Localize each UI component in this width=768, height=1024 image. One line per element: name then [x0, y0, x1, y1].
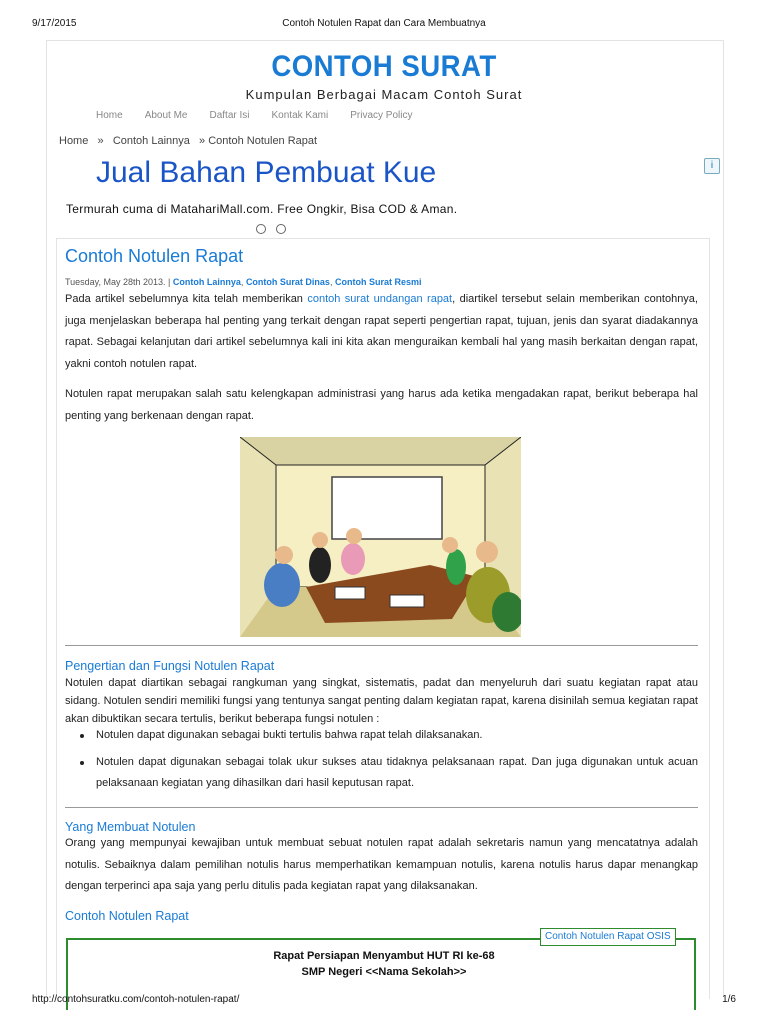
site-title[interactable]: CONTOH SURAT — [271, 50, 497, 83]
info-icon[interactable]: i — [704, 158, 720, 174]
breadcrumb — [59, 135, 317, 147]
paragraph-text: Pada artikel sebelumnya kita telah memberikan — [65, 293, 308, 305]
ad-pager — [256, 224, 286, 234]
section-divider — [65, 645, 698, 646]
section-divider — [65, 807, 698, 808]
post-title[interactable]: Contoh Notulen Rapat — [65, 246, 244, 266]
ad-title[interactable]: Jual Bahan Pembuat Kue — [96, 156, 437, 189]
print-title: Contoh Notulen Rapat dan Cara Membuatnya — [282, 18, 486, 29]
print-date: 9/17/2015 — [32, 18, 77, 29]
nav-about[interactable]: About Me — [144, 110, 188, 121]
example-subtitle: SMP Negeri <<Nama Sekolah>> — [301, 966, 467, 978]
breadcrumb-separator: » — [199, 135, 206, 147]
breadcrumb-home[interactable]: Home — [59, 135, 89, 147]
section-heading: Yang Membuat Notulen — [65, 820, 196, 834]
section-text: Orang yang mempunyai kewajiban untuk membuat sebuat notulen rapat adalah sekretaris namun yang mencatatnya adalah notulis. Sebaiknya dalam pemilihan notulis harus memperhatikan kemampuan notulis, karena notulis harus dapar menangkap dengan terperinci apa saja yang perlu ditulis pada kegiatan rapat yang dilaksanakan. — [65, 837, 698, 892]
nav-daftar-isi[interactable]: Daftar Isi — [209, 110, 250, 121]
nav-privacy[interactable]: Privacy Policy — [350, 110, 413, 121]
undangan-link[interactable]: contoh surat undangan rapat — [307, 293, 453, 305]
print-header — [0, 0, 768, 40]
nav-home[interactable]: Home — [96, 110, 123, 121]
category-link[interactable]: Contoh Surat Dinas — [245, 277, 330, 287]
category-link[interactable]: Contoh Surat Resmi — [334, 277, 422, 287]
nav-kontak[interactable]: Kontak Kami — [271, 110, 329, 121]
post-meta: Tuesday, May 28th 2013. | Contoh Lainnya, Contoh Surat Dinas, Contoh Surat Resmi — [65, 277, 422, 287]
top-nav — [96, 110, 412, 121]
site-description: Kumpulan Berbagai Macam Contoh Surat — [245, 87, 523, 102]
post-paragraph: Notulen rapat merupakan salah satu kelengkapan administrasi yang harus ada ketika mengadakan rapat, berikut beberapa hal penting yang berkenaan dengan rapat. — [65, 388, 698, 422]
section-heading: Pengertian dan Fungsi Notulen Rapat — [65, 659, 275, 673]
meeting-illustration — [240, 437, 521, 637]
function-list — [78, 725, 698, 800]
post-date: Tuesday, May 28th 2013. | — [65, 277, 171, 287]
post-paragraph — [65, 289, 698, 375]
breadcrumb-current: Contoh Notulen Rapat — [208, 135, 318, 147]
section-heading: Contoh Notulen Rapat — [65, 909, 189, 923]
breadcrumb-category[interactable]: Contoh Lainnya — [112, 135, 190, 147]
example-box-label: Contoh Notulen Rapat OSIS — [540, 928, 676, 946]
example-title: Rapat Persiapan Menyambut HUT RI ke-68 — [273, 950, 495, 962]
ad-text[interactable]: Termurah cuma di MatahariMall.com. Free Ongkir, Bisa COD & Aman. — [66, 202, 458, 216]
breadcrumb-separator: » — [97, 135, 104, 147]
list-item: Notulen dapat digunakan sebagai bukti tertulis bahwa rapat telah dilaksanakan. — [78, 725, 698, 746]
print-page-number: 1/6 — [722, 994, 736, 1005]
ad-dot[interactable] — [276, 224, 286, 234]
ad-dot[interactable] — [256, 224, 266, 234]
list-item: Notulen dapat digunakan sebagai tolak ukur sukses atau tidaknya pelaksanaan rapat. Dan juga digunakan untuk acuan pelaksanaan kegiatan yang dihasilkan dari hasil keputusan rapat. — [78, 752, 698, 794]
paragraph-text: , diartikel tersebut selain memberikan contohnya, juga menjelaskan beberapa hal penting yang terkait dengan rapat seperti pengertian rapat, tujuan, jenis dan syarat diadakannya rapat. Sebagai kelanjutan dari artikel sebelumnya kali ini kita akan menguraikan kembali hal yang masih berkaitan dengan rapat, yakni contoh notulen rapat. — [65, 293, 698, 370]
section-text: Notulen dapat diartikan sebagai rangkuman yang singkat, sistematis, padat dan menyeluruh dari suatu kegiatan rapat atau sidang. Notulen sendiri memiliki fungsi yang tentunya sangat penting dalam kegiatan rapat, karena disinilah semua kegiatan rapat akan dibuktikan secara tertulis, berikut beberapa fungsi notulen : — [65, 677, 698, 725]
category-link[interactable]: Contoh Lainnya — [172, 277, 241, 287]
print-url: http://contohsuratku.com/contoh-notulen-rapat/ — [32, 994, 240, 1005]
